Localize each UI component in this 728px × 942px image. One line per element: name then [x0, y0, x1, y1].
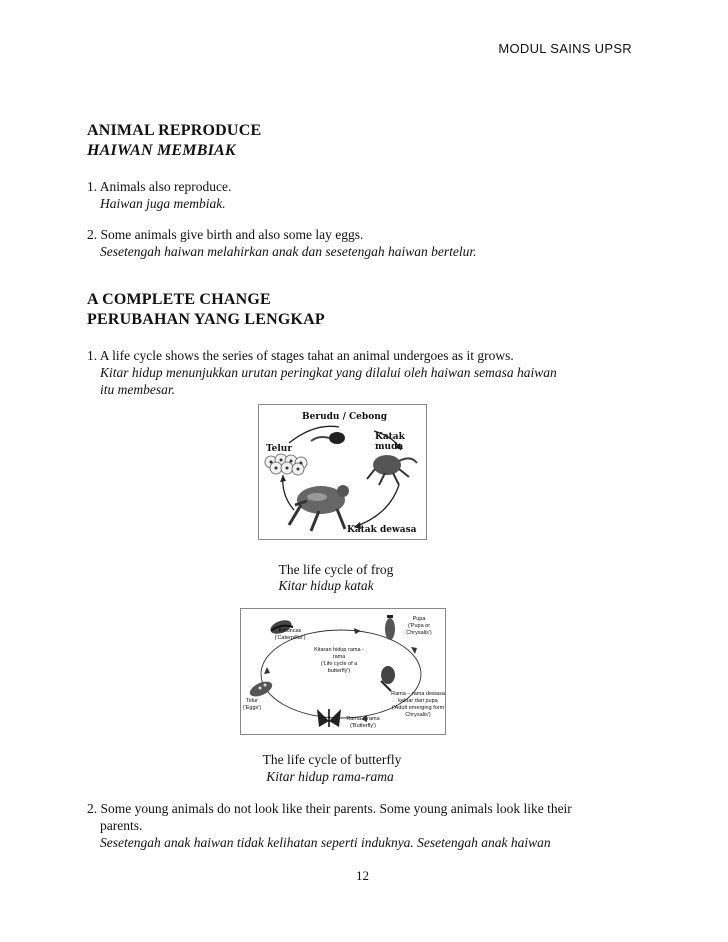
frog-caption-ms: Kitar hidup katak	[278, 578, 374, 593]
label-adult-frog: Katak dewasa	[347, 525, 417, 535]
label-caterpillar: Beluncas ('Caterpillar')	[274, 628, 306, 641]
s2-item-1-en: 1. A life cycle shows the series of stages tahat an animal undergoes as it grows.	[87, 348, 514, 363]
label-emerging: Rama – rama dewasa keluar dari pupa ('Adult emerging form Chrysalis')	[391, 691, 445, 718]
item-2-en: 2. Some animals give birth and also some lay eggs.	[87, 227, 364, 242]
item-1-ms: Haiwan juga membiak.	[100, 196, 226, 211]
s2-item-2-en-line1: 2. Some young animals do not look like their parents. Some young animals look like their	[87, 801, 572, 816]
section-title-ms: HAIWAN MEMBIAK	[87, 142, 236, 159]
label-pupa: Pupa ('Pupa or Chrysalis')	[406, 616, 432, 636]
s2-item-2-ms: Sesetengah anak haiwan tidak kelihatan seperti induknya. Sesetengah anak haiwan	[100, 835, 551, 850]
page-number: 12	[356, 868, 369, 883]
s2-item-1-ms-line1: Kitar hidup menunjukkan urutan peringkat yang dilalui oleh haiwan semasa haiwan	[100, 365, 557, 380]
section-title-en: ANIMAL REPRODUCE	[87, 122, 262, 139]
label-cycle-center: Kitaran hidup rama - rama ('Life cycle of a butterfly')	[314, 647, 364, 674]
label-butterfly: Rama – rama ('Butterfly')	[346, 716, 380, 729]
label-tadpole: Berudu / Cebong	[302, 412, 388, 422]
butterfly-life-cycle-figure	[240, 608, 446, 735]
label-eggs: Telur ('Eggs')	[242, 698, 262, 711]
frog-caption-en: The life cycle of frog	[278, 562, 394, 577]
butterfly-caption-en: The life cycle of butterfly	[262, 752, 402, 767]
item-1-en: 1. Animals also reproduce.	[87, 179, 232, 194]
frog-life-cycle-figure	[258, 404, 427, 540]
label-young-frog: Katak muda	[375, 432, 405, 452]
section2-title-en: A COMPLETE CHANGE	[87, 291, 271, 308]
s2-item-2-en-line2: parents.	[100, 818, 143, 833]
butterfly-caption-ms: Kitar hidup rama-rama	[266, 769, 394, 784]
s2-item-1-ms-line2: itu membesar.	[100, 382, 175, 397]
label-egg: Telur	[266, 444, 293, 454]
section2-title-ms: PERUBAHAN YANG LENGKAP	[87, 311, 325, 328]
item-2-ms: Sesetengah haiwan melahirkan anak dan sesetengah haiwan bertelur.	[100, 244, 477, 259]
page-header: MODUL SAINS UPSR	[498, 41, 632, 56]
frog-cycle-illustration	[259, 405, 426, 539]
